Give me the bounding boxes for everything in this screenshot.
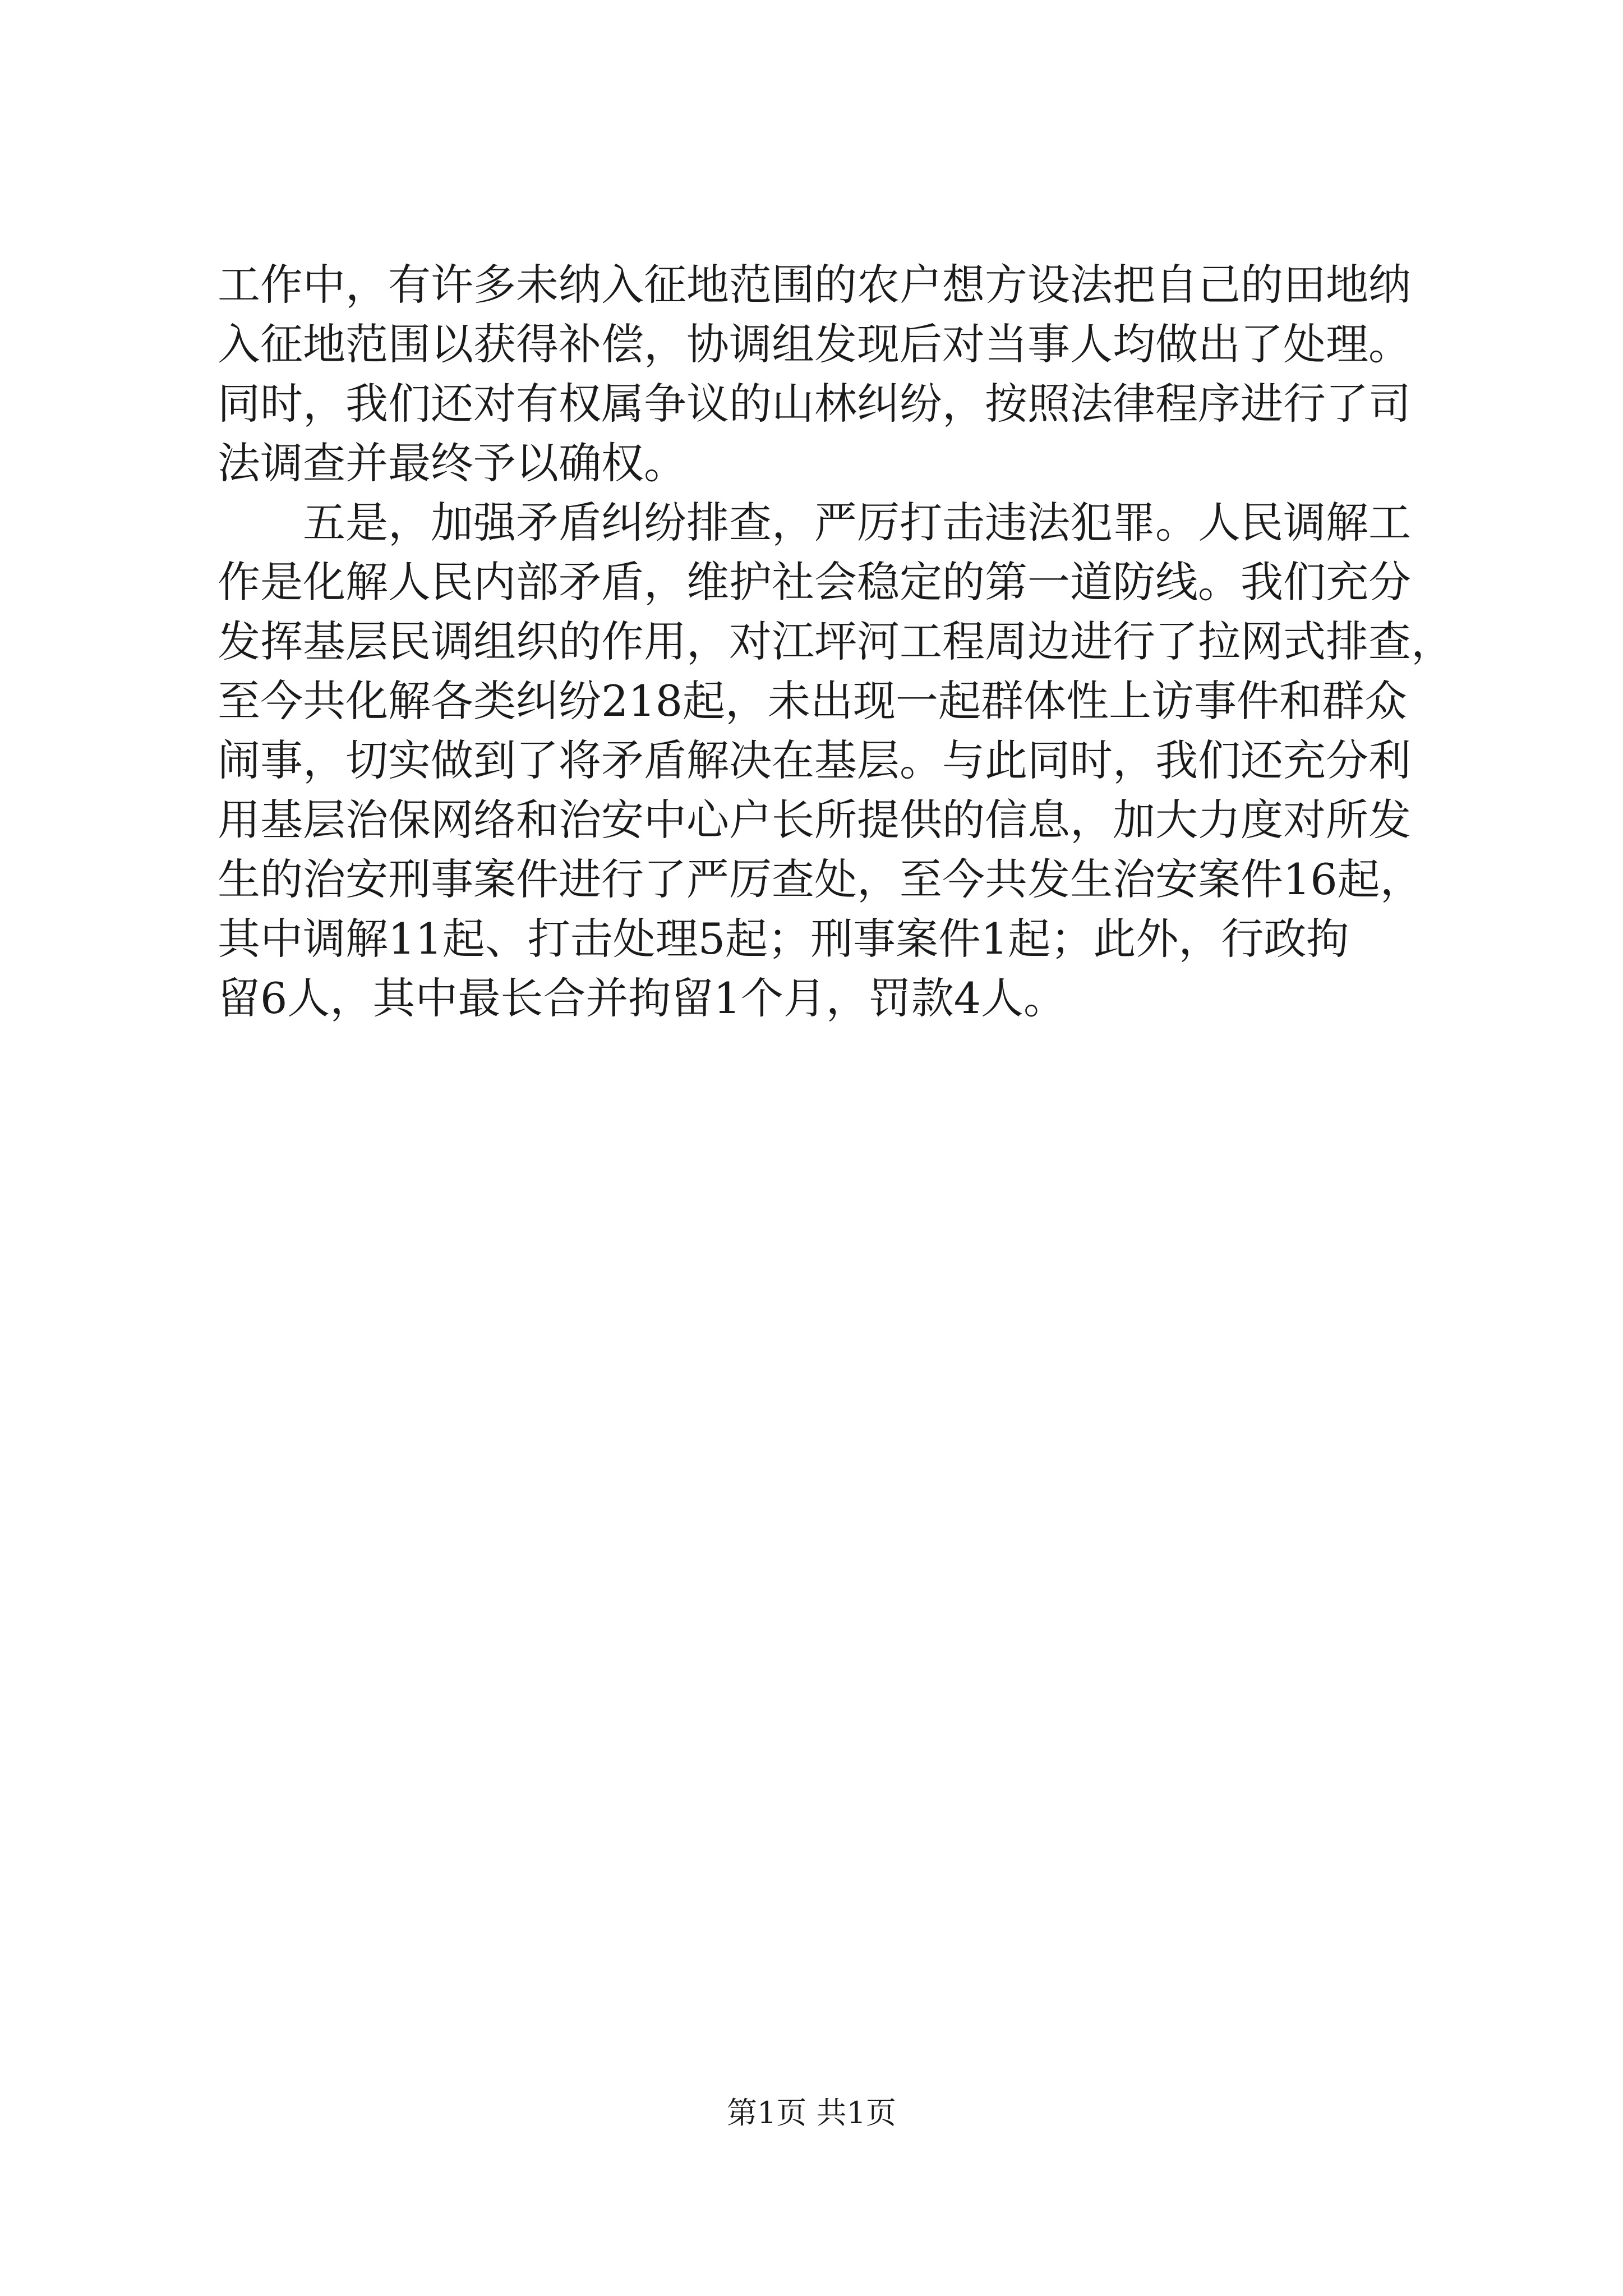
text-line: 闹事，切实做到了将矛盾解决在基层。与此同时，我们还充分利 bbox=[218, 735, 1411, 785]
text-line: 五是，加强矛盾纠纷排查，严厉打击违法犯罪。人民调解工 bbox=[218, 498, 1411, 547]
text-line: 生的治安刑事案件进行了严厉查处，至今共发生治安案件16起， bbox=[218, 854, 1423, 904]
text-line: 工作中，有许多未纳入征地范围的农户想方设法把自己的田地纳 bbox=[218, 260, 1411, 310]
text-line: 发挥基层民调组织的作用，对江坪河工程周边进行了拉网式排查， bbox=[218, 616, 1454, 666]
text-line: 法调查并最终予以确权。 bbox=[218, 438, 686, 488]
text-line: 同时，我们还对有权属争议的山林纠纷，按照法律程序进行了司 bbox=[218, 379, 1411, 429]
text-line: 入征地范围以获得补偿，协调组发现后对当事人均做出了处理。 bbox=[218, 319, 1411, 369]
text-line: 留6人，其中最长合并拘留1个月，罚款4人。 bbox=[218, 973, 1067, 1023]
text-line: 用基层治保网络和治安中心户长所提供的信息，加大力度对所发 bbox=[218, 795, 1411, 845]
text-line: 至今共化解各类纠纷218起，未出现一起群体性上访事件和群众 bbox=[218, 676, 1408, 726]
page-footer: 第1页 共1页 bbox=[727, 2095, 896, 2131]
body-text bbox=[218, 255, 1454, 1028]
text-line: 作是化解人民内部矛盾，维护社会稳定的第一道防线。我们充分 bbox=[218, 557, 1411, 607]
text-line: 其中调解11起、打击处理5起；刑事案件1起；此外，行政拘 bbox=[218, 914, 1349, 964]
